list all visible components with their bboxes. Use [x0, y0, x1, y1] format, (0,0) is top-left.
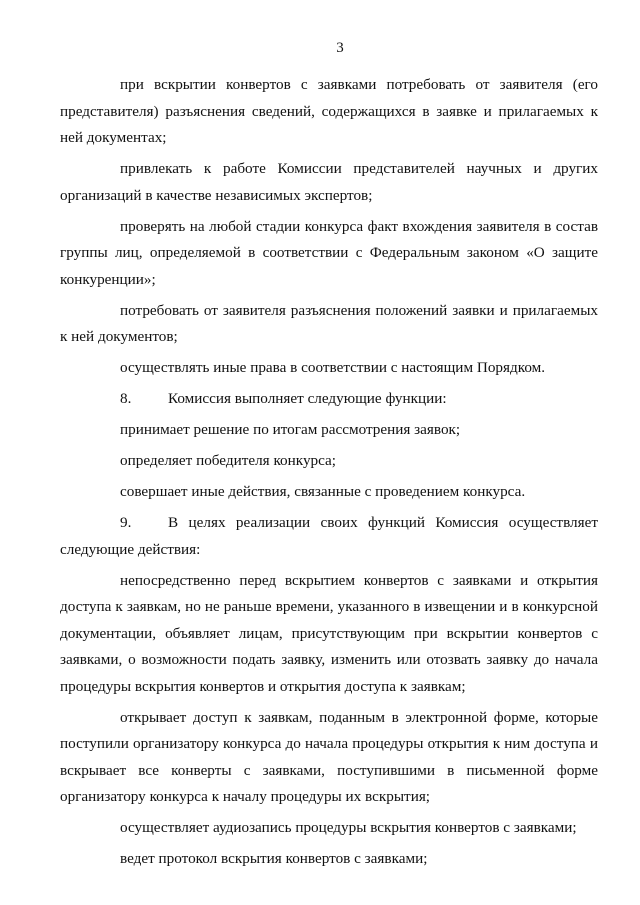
paragraph: ведет протокол вскрытия конвертов с заявками; — [120, 850, 428, 867]
page-number: 3 — [336, 40, 344, 56]
clause-number: 9. — [120, 514, 132, 531]
paragraph: проверять на любой стадии конкурса факт вхождения заявителя в состав группы лиц, определяемой в соответствии с Федеральным законом «О защите конкуренции»; — [60, 217, 598, 288]
paragraph: принимает решение по итогам рассмотрения заявок; — [120, 421, 461, 438]
paragraph: совершает иные действия, связанные с проведением конкурса. — [120, 483, 526, 500]
paragraph: при вскрытии конвертов с заявками потребовать от заявителя (его представителя) разъяснения сведений, содержащихся в заявке и прилагаемых к ней документах; — [60, 76, 598, 146]
paragraph: потребовать от заявителя разъяснения положений заявки и прилагаемых к ней документов; — [60, 301, 598, 345]
clause-text: В целях реализации своих функций Комиссия осуществляет следующие действия: — [60, 514, 598, 558]
paragraph: привлекать к работе Комиссии представителей научных и других организаций в качестве независимых экспертов; — [60, 160, 598, 204]
clause-number: 8. — [120, 390, 132, 407]
numbered-paragraph — [60, 510, 598, 563]
paragraph: непосредственно перед вскрытием конвертов с заявками и открытия доступа к заявкам, но не раньше времени, указанного в извещении и в конкурсной документации, объявляет лицам, присутствующим при вскрытии конвертов с заявками, о возможности подать заявку, изменить или отозвать заявку до начала процедуры вскрытия конвертов и открытия доступа к заявкам; — [60, 571, 598, 695]
numbered-paragraph — [60, 386, 598, 413]
paragraph: осуществлять иные права в соответствии с настоящим Порядком. — [120, 359, 546, 376]
paragraph: осуществляет аудиозапись процедуры вскрытия конвертов с заявками; — [120, 819, 577, 836]
paragraph: открывает доступ к заявкам, поданным в электронной форме, которые поступили организатору конкурса до начала процедуры открытия к ним доступа и вскрывает все конверты с заявками, поступившими в письменной форме организатору конкурса к началу процедуры их вскрытия; — [60, 708, 598, 805]
document-body — [60, 72, 598, 877]
clause-text: Комиссия выполняет следующие функции: — [168, 390, 447, 407]
paragraph: определяет победителя конкурса; — [120, 452, 337, 469]
